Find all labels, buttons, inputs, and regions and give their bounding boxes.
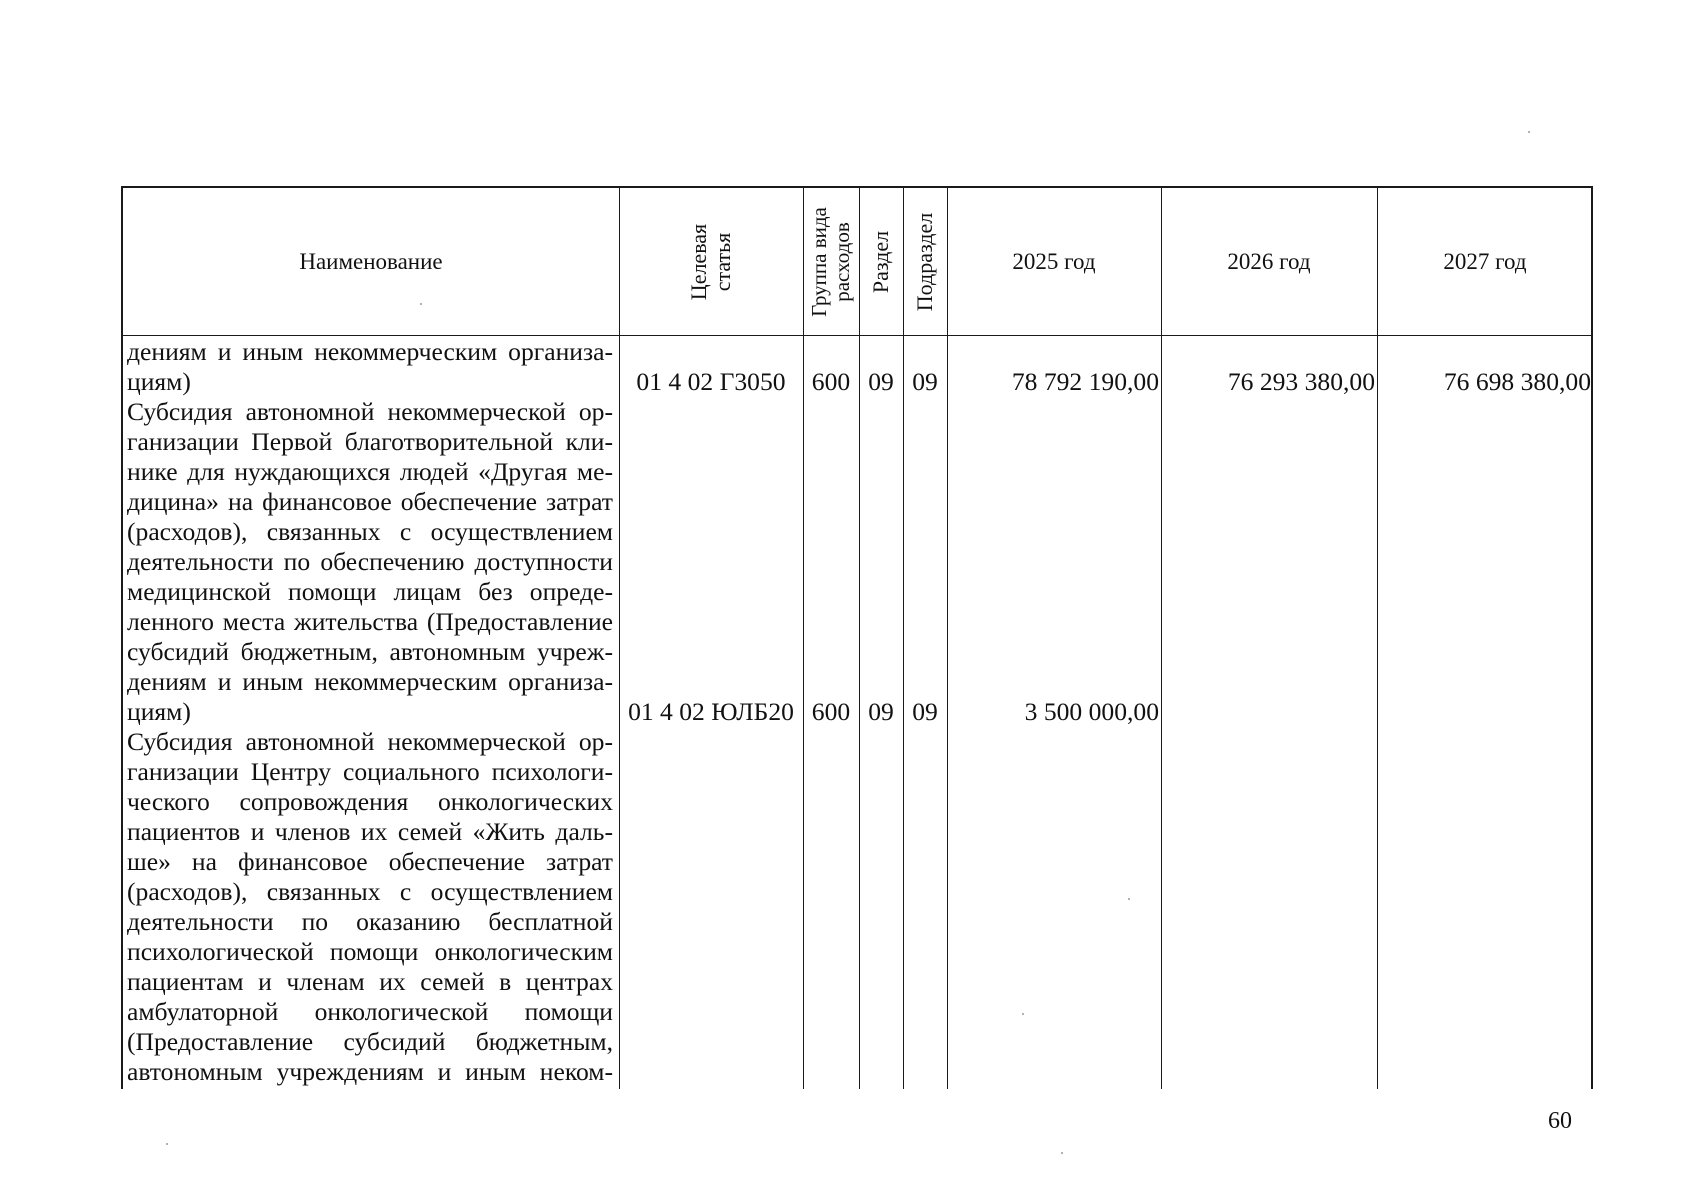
header-2027 (1377, 188, 1593, 335)
row-0-value-2025: 78 792 190,00 (1011, 367, 1159, 396)
header-subsection (903, 188, 947, 335)
header-expense-group-label (808, 207, 854, 317)
header-2026 (1161, 188, 1377, 335)
row-1-expense-group: 600 (811, 697, 851, 726)
header-2025 (947, 188, 1161, 335)
budget-table (121, 186, 1593, 1089)
name-line: ше» на финансовое обеспечение затрат (127, 847, 613, 876)
scan-speck (166, 1143, 168, 1145)
header-2025-label: 2025 год (1012, 248, 1096, 274)
name-line: (расходов), связанных с осуществлением (127, 877, 613, 906)
scan-speck (1128, 898, 1130, 900)
name-line: (Предоставление субсидий бюджетным, (127, 1027, 613, 1056)
name-line: дицина» на финансовое обеспечение затрат (127, 487, 613, 516)
row-1-subsection: 09 (912, 697, 938, 726)
name-line: медицинской помощи лицам без опреде- (127, 577, 613, 606)
header-2027-label: 2027 год (1443, 248, 1527, 274)
header-expense-group-line1: Группа вида (807, 206, 831, 317)
name-line: циям) (127, 367, 191, 396)
name-line: (расходов), связанных с осуществлением (127, 517, 613, 546)
row-0-section: 09 (868, 367, 894, 396)
header-section (859, 188, 903, 335)
scan-speck (1528, 131, 1530, 133)
scan-speck (1061, 1152, 1063, 1154)
row-0-subsection: 09 (912, 367, 938, 396)
row-2-name (127, 727, 613, 1087)
name-line: ганизации Первой благотворительной кли- (127, 427, 613, 456)
row-0-target-article: 01 4 02 Г3050 (636, 367, 786, 396)
name-line: дениям и иным некоммерческим организа- (127, 667, 613, 696)
header-target-article-label (687, 223, 735, 299)
name-line: ческого сопровождения онкологических (127, 787, 613, 816)
name-line: дениям и иным некоммерческим организа- (127, 337, 613, 366)
name-line: пациентов и членов их семей «Жить даль- (127, 817, 613, 846)
name-line: ганизации Центру социального психологи- (127, 757, 613, 786)
row-0-value-2026: 76 293 380,00 (1227, 367, 1375, 396)
name-line: Субсидия автономной некоммерческой ор- (127, 397, 613, 426)
name-line: субсидий бюджетным, автономным учреж- (127, 637, 613, 666)
header-section-label: Раздел (868, 230, 893, 293)
header-target-article-line1: Целевая (686, 223, 711, 300)
header-expense-group-line2: расходов (830, 221, 854, 302)
page-number: 60 (1548, 1108, 1572, 1134)
name-line: деятельности по обеспечению доступности (127, 547, 613, 576)
name-line: психологической помощи онкологическим (127, 937, 613, 966)
header-subsection-label: Подраздел (912, 212, 937, 311)
row-1-section: 09 (868, 697, 894, 726)
header-name-label: Наименование (299, 248, 443, 274)
name-line: нике для нуждающихся людей «Другая ме- (127, 457, 613, 486)
header-2026-label: 2026 год (1227, 248, 1311, 274)
row-0-value-2027: 76 698 380,00 (1443, 367, 1591, 396)
name-line: Субсидия автономной некоммерческой ор- (127, 727, 613, 756)
header-expense-group (803, 188, 859, 335)
name-line: пациентам и членам их семей в центрах (127, 967, 613, 996)
row-1-target-article: 01 4 02 ЮЛБ20 (628, 697, 794, 726)
row-0-expense-group: 600 (811, 367, 851, 396)
name-column-text (127, 337, 613, 1087)
row-1-value-2025: 3 500 000,00 (1024, 697, 1159, 726)
header-target-article-line2: статья (710, 232, 735, 291)
header-target-article (619, 188, 803, 335)
name-line: деятельности по оказанию бесплатной (127, 907, 613, 936)
scan-speck (1022, 1013, 1024, 1015)
name-line: циям) (127, 697, 191, 726)
row-1-name (127, 397, 613, 727)
header-name (123, 188, 619, 335)
name-line: автономным учреждениям и иным неком- (127, 1057, 613, 1086)
continuation-paragraph (127, 337, 613, 397)
header-divider (123, 335, 1591, 336)
name-line: амбулаторной онкологической помощи (127, 997, 613, 1026)
name-line: ленного места жительства (Предоставление (127, 607, 613, 636)
scan-speck (420, 303, 422, 305)
